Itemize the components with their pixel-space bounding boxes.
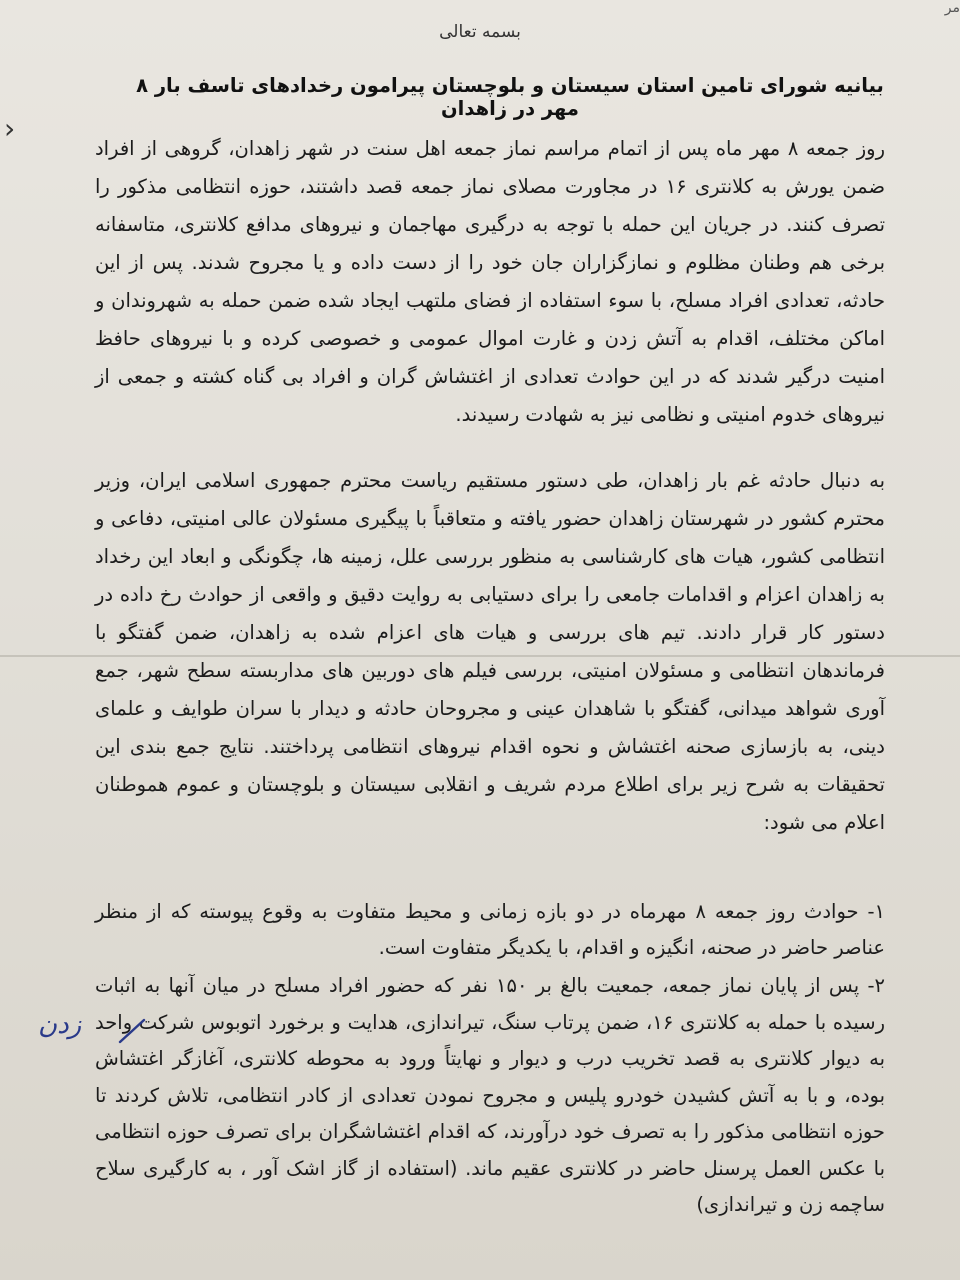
paragraph-2: به دنبال حادثه غم بار زاهدان، طی دستور مستقیم ریاست محترم جمهوری اسلامی ایران، وزیر محترم کشور در شهرستان زاهدان حضور یافته و متعاقباً با پیگیری مسئولان عالی امنیتی، دفاعی و انتظامی کشور، هیات های کارشناسی به منظور بررسی علل، زمینه ها، چگونگی و ابعاد این رخداد به زاهدان اعزام و اقدامات جامعی را برای دستیابی به روایت دقیق و واقعی از حوادث رخ داده در دستور کار قرار دادند. تیم های بررسی و هیات های اعزام شده به زاهدان، ضمن گفتگو با فرماندهان انتظامی و مسئولان امنیتی، بررسی فیلم های دوربین های مداربسته سطح شهر، جمع آوری شواهد میدانی، گفتگو با شاهدان عینی و مجروحان حادثه و دیدار با سران طوایف و علمای دینی، به بازسازی صحنه اغتشاش و نحوه اقدام نیروهای انتظامی پرداختند. نتایج جمع بندی این تحقیقات به شرح زیر برای اطلاع مردم شریف و انقلابی سیستان و بلوچستان و عموم هموطنان اعلام می شود:: [95, 469, 885, 834]
numbered-item-1: [95, 894, 885, 966]
numbered-item-2: [95, 968, 885, 1224]
handwritten-margin-note: زدن: [38, 1010, 82, 1040]
item-number: ۲-: [867, 974, 886, 997]
item-text: پس از پایان نماز جمعه، جمعیت بالغ بر ۱۵۰ نفر که حضور افراد مسلح در میان آنها به اثبات رسیده با حمله به کلانتری ۱۶، ضمن پرتاب سنگ، تیراندازی، هدایت و برخورد اتوبوس شرکت واحد به دیوار کلانتری به قصد تخریب درب و دیوار و نهایتاً ورود به محوطه کلانتری، آغازگر اغتشاش بوده، و با به آتش کشیدن خودرو پلیس و مجروح نمودن تعدادی از کادر انتظامی، تلاش کردند تا حوزه انتظامی مذکور را به تصرف خود درآورند، که اقدام اغتشاشگران برای تصرف حوزه انتظامی با عکس العمل پرسنل حاضر در کلانتری عقیم ماند. (استفاده از گاز اشک آور ، به کارگیری سلاح ساچمه زن و تیراندازی): [95, 974, 885, 1216]
basmala-heading: بسمه تعالی: [439, 22, 521, 42]
corner-handwritten-mark: مر: [944, 0, 960, 16]
chevron-right-icon: ›: [4, 112, 16, 145]
handwritten-strike-icon: [116, 1016, 150, 1046]
item-number: ۱-: [867, 900, 885, 923]
paragraph-1: روز جمعه ۸ مهر ماه پس از اتمام مراسم نماز جمعه اهل سنت در شهر زاهدان، گروهی از افراد ضمن یورش به کلانتری ۱۶ در مجاورت مصلای نماز جمعه قصد داشتند، حوزه انتظامی مذکور را تصرف کنند. در جریان این حمله با توجه به درگیری مهاجمان و نیروهای مدافع کلانتری، متاسفانه برخی هم وطنان مظلوم و نمازگزاران جان خود را از دست داده و یا مجروح شدند. پس از این حادثه، تعدادی افراد مسلح، با سوء استفاده از فضای ملتهب ایجاد شده ضمن حمله به شهروندان و اماکن مختلف، اقدام به آتش زدن و غارت اموال عمومی و خصوصی کرده و با نیروهای حافظ امنیت درگیر شدند که در این حوادث تعدادی از اغتشاش گران و افراد بی گناه کشته و جمعی از نیروهای خدوم امنیتی و نظامی نیز به شهادت رسیدند.: [95, 137, 886, 426]
item-text: حوادث روز جمعه ۸ مهرماه در دو بازه زمانی و محیط متفاوت به وقوع پیوسته که از منظر عناصر حاضر در صحنه، انگیزه و اقدام، با یکدیگر متفاوت است.: [95, 900, 885, 959]
statement-title: بیانیه شورای تامین استان سیستان و بلوچستان پیرامون رخدادهای تاسف بار ۸ مهر در زاهدان: [136, 74, 884, 120]
